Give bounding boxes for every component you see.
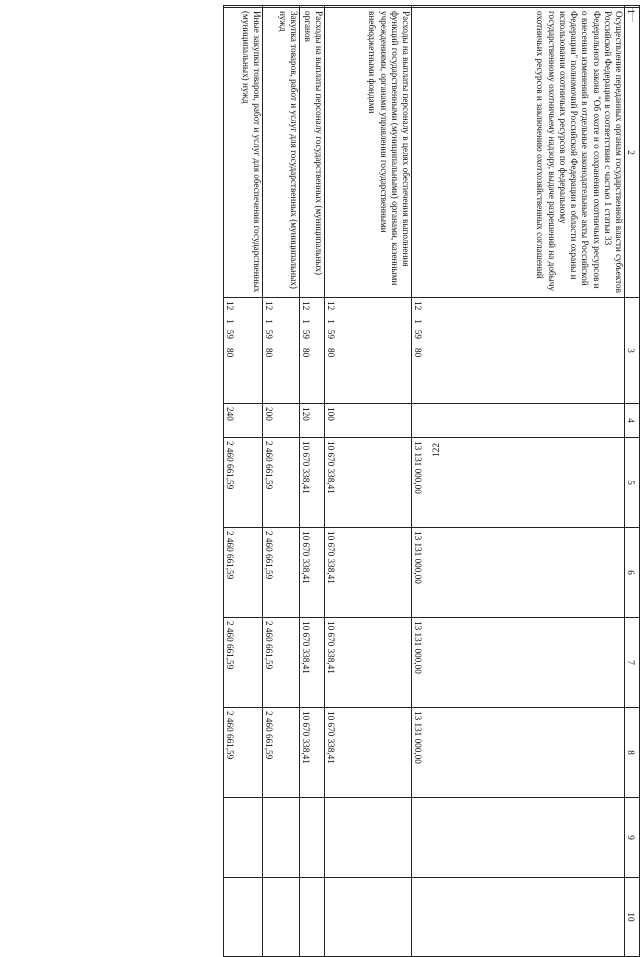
value-cell — [325, 878, 412, 957]
header-cell: 9 — [625, 798, 640, 878]
table-row — [300, 6, 325, 957]
value-cell: 10 670 338,41 — [300, 528, 325, 618]
row-name: Закупка товаров, работ и услуг для государственных (муниципальных) нужд — [263, 8, 300, 298]
value-cell — [224, 878, 263, 957]
code-cell: 1215980 — [300, 298, 325, 404]
value-cell: 10 670 338,41 — [300, 438, 325, 528]
code-cell: 1215980 — [263, 298, 300, 404]
value-cell — [263, 878, 300, 957]
value-cell: 2 460 661,59 — [263, 438, 300, 528]
value-cell: 10 670 338,41 — [325, 708, 412, 798]
value-cell — [412, 798, 625, 878]
header-cell: 3 — [625, 298, 640, 404]
vr-cell: 200 — [263, 404, 300, 438]
rotated-page — [225, 5, 640, 922]
header-cell: 7 — [625, 618, 640, 708]
code-cell: 1215980 — [412, 298, 625, 404]
table-row — [412, 6, 625, 957]
value-cell: 2 460 661,59 — [224, 438, 263, 528]
value-cell — [300, 798, 325, 878]
value-cell: 10 670 338,41 — [325, 438, 412, 528]
value-cell: 13 131 000,00 — [412, 528, 625, 618]
row-name: Расходы на выплаты персоналу в целях обеспечения выполнения функций государственными (муниципальными) органами, казенными учреждениями, органами управления государственными внебюджетными фондами — [325, 8, 412, 298]
value-cell: 2 460 661,59 — [224, 708, 263, 798]
code-cell: 1215980 — [224, 298, 263, 404]
value-cell — [300, 878, 325, 957]
vr-cell: 100 — [325, 404, 412, 438]
value-cell: 10 670 338,41 — [300, 708, 325, 798]
value-cell: 2 460 661,59 — [224, 618, 263, 708]
vr-cell: 240 — [224, 404, 263, 438]
value-cell: 2 460 661,59 — [263, 528, 300, 618]
value-cell — [412, 878, 625, 957]
value-cell: 13 131 000,00 — [412, 618, 625, 708]
row-name: Расходы на выплаты персоналу государственных (муниципальных) органов — [300, 8, 325, 298]
table-row — [263, 6, 300, 957]
value-cell — [325, 798, 412, 878]
header-cell: 5 — [625, 438, 640, 528]
value-cell: 13 131 000,00 — [412, 708, 625, 798]
row-name: Иные закупки товаров, работ и услуг для обеспечения государственных (муниципальных) нужд — [224, 8, 263, 298]
header-cell: 10 — [625, 878, 640, 957]
page-number: 122 — [432, 442, 442, 458]
header-row — [625, 6, 640, 957]
value-cell: 10 670 338,41 — [325, 528, 412, 618]
header-cell: 2 — [625, 8, 640, 298]
vr-cell — [412, 404, 625, 438]
value-cell — [263, 798, 300, 878]
budget-table — [223, 5, 640, 957]
value-cell: 2 460 661,59 — [263, 618, 300, 708]
code-cell: 1215980 — [325, 298, 412, 404]
table-row — [325, 6, 412, 957]
value-cell — [224, 798, 263, 878]
value-cell: 10 670 338,41 — [325, 618, 412, 708]
header-cell: 6 — [625, 528, 640, 618]
vr-cell: 120 — [300, 404, 325, 438]
header-cell: 1 — [625, 6, 640, 8]
value-cell: 13 131 000,00 — [412, 438, 625, 528]
value-cell: 2 460 661,59 — [263, 708, 300, 798]
header-cell: 8 — [625, 708, 640, 798]
row-name: Осуществление переданных органам государственной власти субъектов Российской Федерации в соответствии с частью 1 статьи 33 Федерального закона "Об охоте и о сохранении охотничьих ресурсов и о внесении изменений в отдельные законодательные акты Российской Федерации" полномочий Российской Федерации в области охраны и использования охотничьих ресурсов по федеральному государственному охотничьему надзору, выдаче разрешений на добычу охотничьих ресурсов и заключению охотхозяйственных соглашений — [412, 8, 625, 298]
value-cell: 2 460 661,59 — [224, 528, 263, 618]
header-cell: 4 — [625, 404, 640, 438]
table-row — [224, 6, 263, 957]
value-cell: 10 670 338,41 — [300, 618, 325, 708]
